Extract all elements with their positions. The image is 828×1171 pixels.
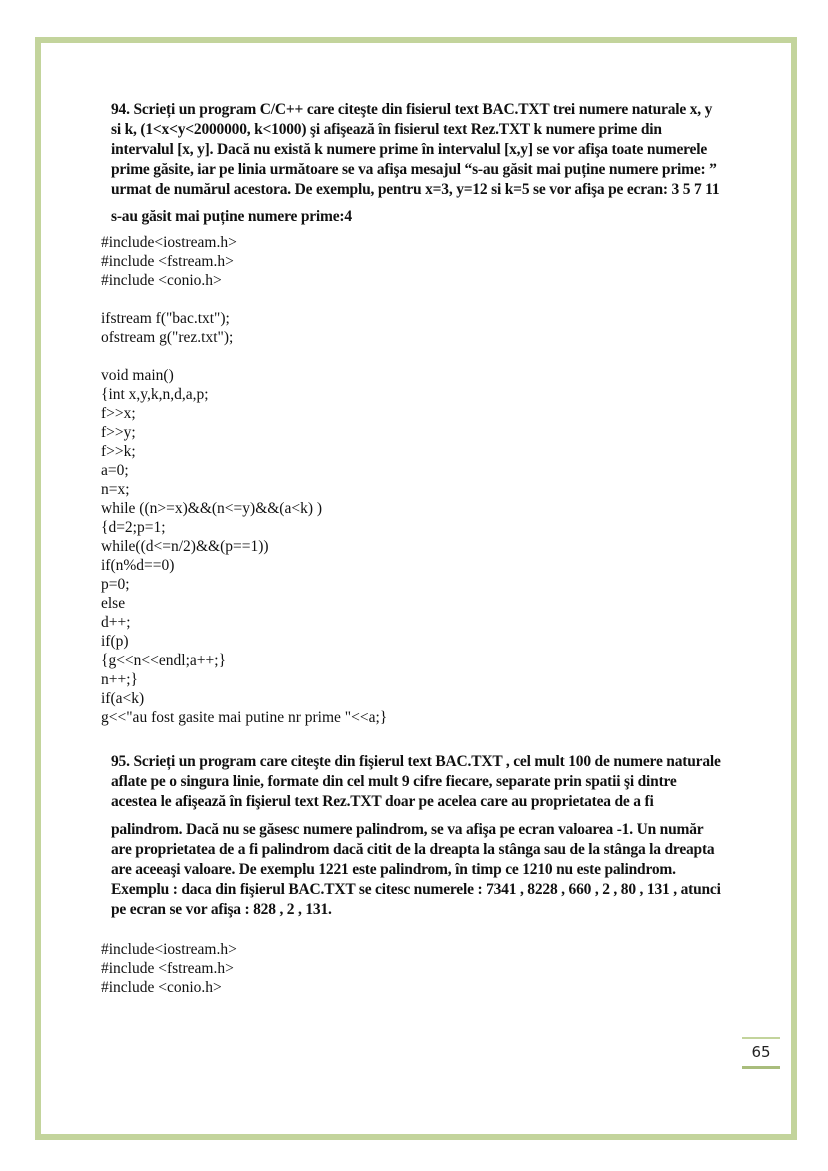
page-number-text: 65 <box>751 1043 771 1061</box>
text-line: prime găsite, iar pe linia următoare se va afişa mesajul “s-au găsit mai puține numere prime: ” <box>111 161 717 178</box>
code-line: a=0; <box>101 462 129 479</box>
text-line: intervalul [x, y]. Dacă nu există k numere prime în intervalul [x,y] se vor afişa toate numerele <box>111 141 707 158</box>
code-line: #include <conio.h> <box>101 979 222 996</box>
code-line: p=0; <box>101 576 130 593</box>
code-line: else <box>101 595 126 612</box>
code-line: {d=2;p=1; <box>101 519 166 536</box>
code-line: d++; <box>101 614 131 631</box>
code-line: ifstream f("bac.txt"); <box>101 310 230 327</box>
code-line: f>>y; <box>101 424 136 441</box>
code-line: #include <fstream.h> <box>101 960 234 977</box>
code-line: n=x; <box>101 481 130 498</box>
code-line: {int x,y,k,n,d,a,p; <box>101 386 209 403</box>
problem-95-statement <box>111 752 721 920</box>
text-line: aflate pe o singura linie, formate din cel mult 9 cifre fiecare, separate prin spatii şi dintre <box>111 773 677 790</box>
text-line: Exemplu : daca din fişierul BAC.TXT se citesc numerele : 7341 , 8228 , 660 , 2 , 80 , 131 , atunci <box>111 881 721 898</box>
text-line: urmat de numărul acestora. De exemplu, pentru x=3, y=12 si k=5 se vor afişa pe ecran: 3 5 7 11 <box>111 181 720 198</box>
text-line: pe ecran se vor afişa : 828 , 2 , 131. <box>111 901 332 918</box>
code-line <box>101 290 387 309</box>
text-line: acestea le afişează în fişierul text Rez.TXT doar pe acelea care au proprietatea de a fi <box>111 793 654 810</box>
divider <box>742 1066 780 1069</box>
divider <box>742 1037 780 1039</box>
text-line: si k, (1<x<y<2000000, k<1000) şi afişează în fisierul text Rez.TXT k numere prime din <box>111 121 662 138</box>
text-line: 94. Scrieți un program C/C++ care citeşte din fisierul text BAC.TXT trei numere naturale x, y <box>111 101 713 118</box>
code-line: f>>x; <box>101 405 136 422</box>
code-line <box>101 347 387 366</box>
code-line: while ((n>=x)&&(n<=y)&&(a<k) ) <box>101 500 323 517</box>
code-line: if(n%d==0) <box>101 557 175 574</box>
code-line: g<<"au fost gasite mai putine nr prime "<<a;} <box>101 709 388 726</box>
code-line: void main() <box>101 367 174 384</box>
code-line: f>>k; <box>101 443 136 460</box>
example-output: s-au găsit mai puține numere prime:4 <box>111 208 352 225</box>
problem-94-statement <box>111 100 719 227</box>
code-line: #include<iostream.h> <box>101 941 237 958</box>
code-line: #include <conio.h> <box>101 272 222 289</box>
text-line: palindrom. Dacă nu se găsesc numere palindrom, se va afişa pe ecran valoarea -1. Un număr <box>111 821 704 838</box>
code-line: n++;} <box>101 671 138 688</box>
code-line: #include <fstream.h> <box>101 253 234 270</box>
code-line: ofstream g("rez.txt"); <box>101 329 234 346</box>
code-line: if(a<k) <box>101 690 145 707</box>
code-line: #include<iostream.h> <box>101 234 237 251</box>
code-line: while((d<=n/2)&&(p==1)) <box>101 538 269 555</box>
page-number <box>742 1037 780 1069</box>
text-line: are aceeaşi valoare. De exemplu 1221 este palindrom, în timp ce 1210 nu este palindrom. <box>111 861 676 878</box>
text-line: 95. Scrieți un program care citeşte din fişierul text BAC.TXT , cel mult 100 de numere naturale <box>111 753 721 770</box>
code-block-94 <box>101 233 387 727</box>
code-line: {g<<n<<endl;a++;} <box>101 652 227 669</box>
code-block-95 <box>101 940 237 997</box>
code-line: if(p) <box>101 633 129 650</box>
text-line: are proprietatea de a fi palindrom dacă citit de la dreapta la stânga sau de la stânga la dreapta <box>111 841 715 858</box>
